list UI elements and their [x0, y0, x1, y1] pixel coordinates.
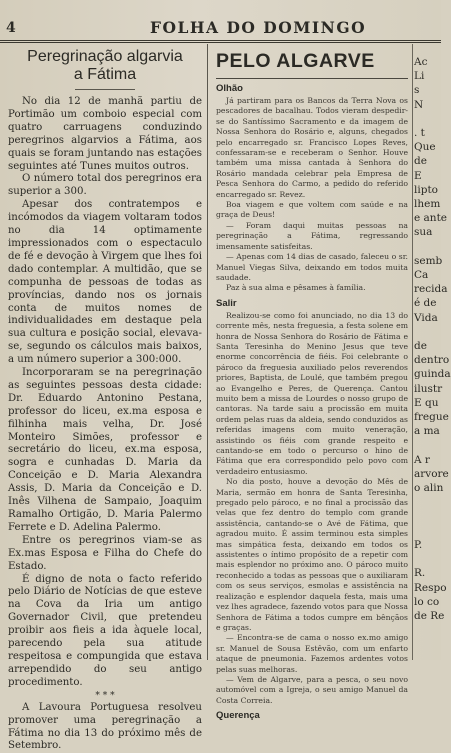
edge-line: de — [414, 340, 427, 353]
olhao-paragraph: Boa viagem e que voltem com saúde e na graça de Deus! — [216, 200, 408, 220]
edge-line: guinda — [414, 368, 451, 381]
edge-line: P. — [414, 538, 423, 551]
edge-line: e ante — [414, 212, 448, 225]
edge-line — [414, 495, 441, 509]
edge-line: dentro — [414, 354, 450, 367]
edge-line: de Re — [414, 609, 445, 622]
title-divider — [75, 89, 135, 90]
edge-line: Ca — [414, 269, 429, 282]
section-stars: * * * — [95, 690, 115, 701]
article1-paragraph: No dia 12 de manhã partiu de Portimão um comboio especial com quatro carruagens conduzindo peregrinos algarvios a Fátima, aos quais se foram juntando nas estações seguintes até Tunes muitos outros. — [8, 96, 202, 172]
edge-line: lhem — [414, 198, 441, 211]
article1-paragraph: É digno de nota o facto referido pelo Diário de Notícias de que esteve na Cova da Iria um antigo Governador Civil, que pretendeu proibir aos fieis a ida àquele local, parecendo pela sua atitude respeitosa e compungida que estava arrependido do seu antigo procedimento. — [8, 573, 202, 688]
column-rule-right — [412, 44, 413, 660]
title-rule — [216, 78, 408, 79]
article1-closing: A Lavoura Portuguesa resolveu promover uma peregrinação a Fátima no dia 13 do próximo mês de Setembro. — [8, 701, 202, 752]
column-right-cut — [414, 55, 451, 660]
edge-line: a ma — [414, 425, 440, 438]
edge-line: semb — [414, 254, 443, 267]
article2-title: PELO ALGARVE — [216, 50, 375, 72]
olhao-paragraph: Já partiram para os Bancos da Terra Nova os pescadores de bacalhau. Todos vieram despedir-se do Santíssimo Sacramento e da imagem de Nossa Senhora do Rosário e, alguns, chegados pelo encarregado sr. Francisco Lopes Reves, confessaram-se e receberam o Senhor. Houve também uma missa cantada à Senhora do Rosário mandada celebrar pela Empresa de Pesca Senhora do Carmo, a pedido do referido encarregado sr. Revez. — [216, 96, 408, 199]
edge-line: Vida — [414, 311, 438, 324]
column-left — [8, 48, 202, 753]
section-heading-salir: Salir — [216, 297, 237, 309]
edge-line — [414, 510, 441, 524]
edge-line: recida — [414, 283, 448, 296]
edge-line: E — [414, 169, 422, 182]
edge-line — [414, 552, 441, 566]
edge-line: arvore — [414, 467, 449, 480]
salir-paragraph: — Vem de Algarve, para a pesca, o seu novo automóvel com a Igreja, o seu amigo Manuel da Costa Correia. — [216, 674, 408, 705]
edge-line — [414, 438, 441, 452]
edge-line: E qu — [414, 396, 439, 409]
column-rule — [207, 44, 208, 660]
edge-line: Que — [414, 141, 436, 154]
edge-line: Li — [414, 70, 425, 83]
article1-title — [8, 48, 202, 84]
edge-line — [414, 240, 441, 254]
edge-line: é de — [414, 297, 437, 310]
article1-paragraph: O número total dos peregrinos era superior a 300. — [8, 173, 202, 198]
edge-line — [414, 524, 441, 538]
edge-line: s — [414, 84, 420, 97]
olhao-paragraph: — Foram daqui muitas pessoas na peregrinação a Fátima, regressando imensamente satisfeitas. — [216, 220, 408, 251]
article1-title-line1: Peregrinação algarvia — [27, 48, 183, 65]
salir-paragraph: Realizou-se como foi anunciado, no dia 13 do corrente mês, nesta freguesia, a festa solene em honra de Nossa Senhora do Rosário de Fátima e Santa Teresinha do Menino Jesus que teve enorme concorrência de fiéis. Foi celebrante o pároco da freguesia auxiliado pelos reverendos priores, Baptista, de Loulé, que também pregou ao Evangelho e Peres, de Querença. Cantou muito bem a missa de Lourdes o nosso grupo de cantoras. Na tarde saiu a procissão em muita ordem pelas ruas da aldeia, sendo conduzidos as referidas imagens com muito veneração, assistindo os fiéis com grande respeito e cantando-se em todo o percurso o hino de Fátima que era correspondido pelo povo com verdadeiro entusiasmo. — [216, 310, 408, 476]
section-heading-olhao: Olhão — [216, 83, 243, 94]
edge-line: lo co — [414, 595, 440, 608]
salir-paragraph: No dia posto, houve a devoção do Mês de Maria, sermão em honra de Santa Teresinha, pregado pelo pároco, e no final a procissão das velas que fez dentro do templo com grande assistência, cantando-se o Avé de Fátima, que agradou muito. É assim terminou esta simples mas simpática festa, deixando em todos os assistentes o íntimo propósito de a repetir com mais esplendor no próximo ano. O pároco muito reconhecido a todas as pessoas que o auxiliaram com os seus serviços, esmolas e assistência na realização e esplendor daquela festa, mais uma vez lhes agradece, fazendo votos para que Nossa Senhora de Fátima a todos cumpre em bênçãos e graças. — [216, 477, 408, 632]
edge-line: ilustr — [414, 382, 443, 395]
salir-paragraph: — Encontra-se de cama o nosso ex.mo amigo sr. Manuel de Sousa Estêvão, com um enfarto ataque de pneumonia. Fazemos ardentes votos pelas suas melhoras. — [216, 633, 408, 674]
olhao-paragraph: Paz à sua alma e pêsames à família. — [226, 283, 366, 293]
page-number: 4 — [6, 20, 16, 36]
edge-line: sua — [414, 226, 433, 239]
edge-line: Respo — [414, 581, 447, 594]
edge-line: Ac — [414, 56, 428, 68]
edge-line: fregue — [414, 411, 449, 424]
article1-paragraph: Apesar dos contratempos e incómodos da viagem voltaram todos no dia 14 optimamente impressionados com o espectaculo de fé e devoção à Virgem que lhes foi dado contemplar. A multidão, que se compunha de pessoas de todas as províncias, dando nos os jornais conta de muitos nomes de individualidades em destaque pela sua cultura e posição social, elevava-se, segundo os cálculos mais baixos, a um número superior a 300:000. — [8, 199, 202, 366]
article1-paragraph: Incorporaram se na peregrinação as seguintes pessoas desta cidade: Dr. Eduardo Antonino Pestana, professor do liceu, ex.ma esposa e filhinha mais velha, Dr. José Monteiro Simões, professor e secretário do liceu, ex.ma esposa, sogra e cunhadas D. Maria da Conceição e D. Maria Alexandra Assis, D. Maria da Conceição e D. Inês Vilhena de Sampaio, Joaquim Ramalho Ortigão, D. Maria Palermo Ferrete e D. Adelina Palermo. — [8, 367, 202, 533]
olhao-paragraph: — Apenas com 14 dias de casado, faleceu o sr. Manuel Viegas Silva, deixando em todos muita saudade. — [216, 252, 408, 282]
header-rule — [0, 40, 441, 43]
edge-line: . t — [414, 127, 425, 140]
edge-line — [414, 112, 441, 126]
edge-line: lipto — [414, 183, 438, 196]
edge-line — [414, 325, 441, 339]
edge-line: o alin — [414, 482, 444, 495]
edge-line: R. — [414, 567, 426, 580]
edge-line: de — [414, 155, 427, 168]
masthead: FOLHA DO DOMINGO — [150, 18, 367, 37]
section-heading-querenca: Querença — [216, 710, 260, 722]
article1-title-line2: a Fátima — [73, 66, 137, 83]
column-middle — [216, 50, 408, 723]
page-header — [0, 0, 441, 40]
edge-line: A r — [414, 453, 430, 466]
edge-line: N — [414, 98, 424, 111]
article1-paragraph: Entre os peregrinos viam-se as Ex.mas Esposa e Filha do Chefe do Estado. — [8, 534, 202, 572]
